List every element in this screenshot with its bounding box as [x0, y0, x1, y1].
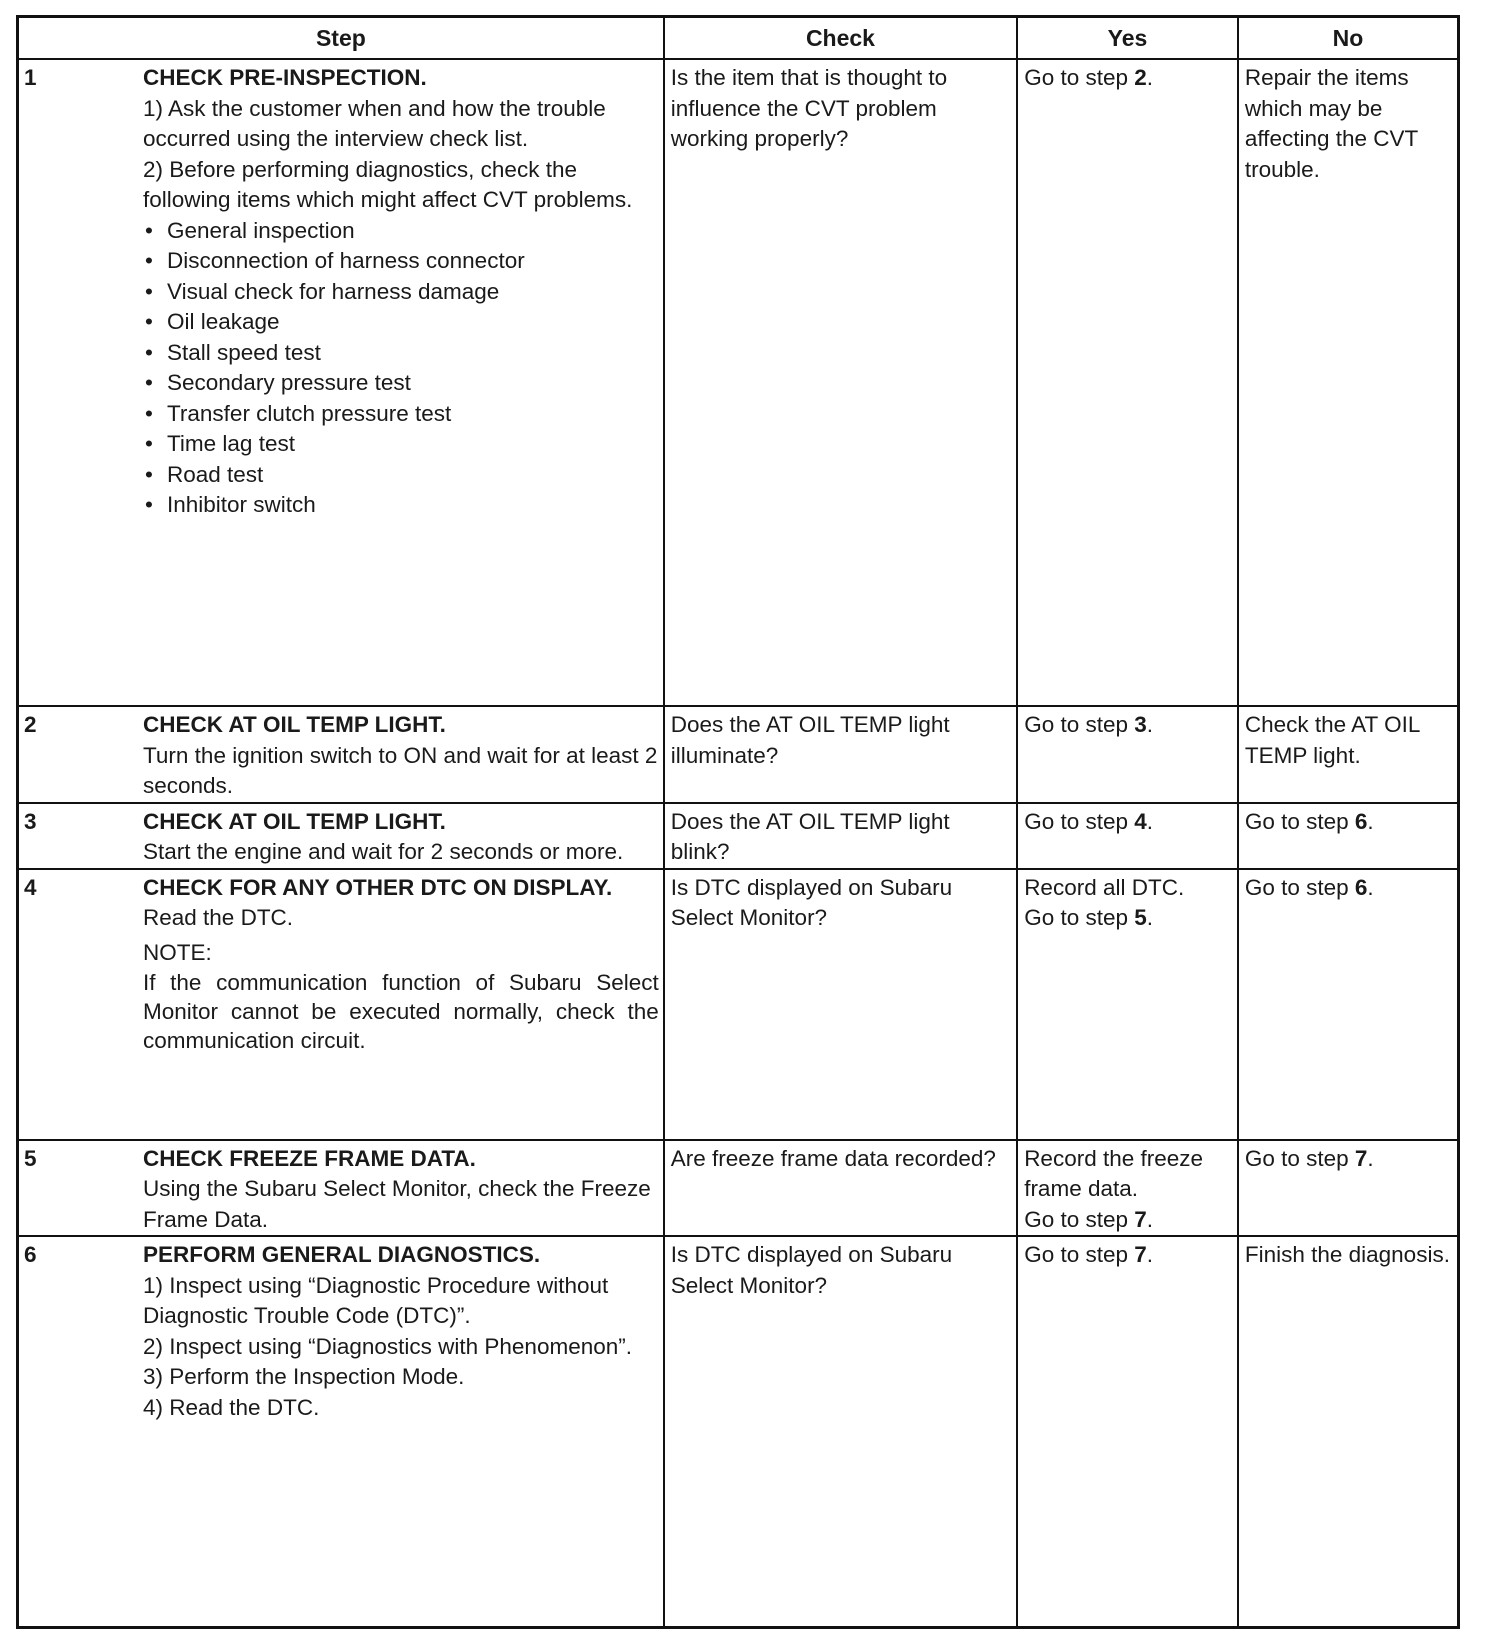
- yes-step-ref: 4: [1134, 808, 1147, 834]
- check-cell: [664, 1140, 1017, 1237]
- no-cell: [1238, 869, 1459, 1140]
- step-number: 6: [24, 1242, 37, 1267]
- no-period: .: [1367, 1145, 1374, 1171]
- step-number: 1: [24, 65, 37, 90]
- no-step-ref: 6: [1354, 874, 1368, 900]
- no-text: Go to step: [1244, 874, 1355, 900]
- table-row: [18, 59, 1459, 706]
- yes-text: Go to step: [1024, 1242, 1135, 1267]
- check-text: Does the AT OIL TEMP light blink?: [670, 808, 950, 864]
- step-title: PERFORM GENERAL DIAGNOSTICS.: [143, 1242, 541, 1267]
- step-instruction: 2) Before performing diagnostics, check the following items which might affect CVT problems.: [143, 156, 633, 212]
- diagnostic-table-container: [16, 15, 1460, 1629]
- list-item: • Road test: [143, 460, 659, 491]
- step-instruction: Turn the ignition switch to ON and wait for at least 2 seconds.: [143, 742, 658, 798]
- check-cell: [664, 1236, 1017, 1628]
- yes-period: .: [1146, 808, 1154, 834]
- step-title: CHECK AT OIL TEMP LIGHT.: [143, 808, 446, 834]
- step-instruction: 2) Inspect using “Diagnostics with Phenomenon”.: [143, 1333, 633, 1359]
- inspection-list: [143, 216, 659, 521]
- step-instruction: 1) Inspect using “Diagnostic Procedure without Diagnostic Trouble Code (DTC)”.: [143, 1272, 609, 1328]
- no-cell: [1238, 803, 1459, 869]
- yes-cell: [1017, 803, 1238, 869]
- yes-text: Go to step: [1024, 808, 1135, 834]
- step-instruction: Start the engine and wait for 2 seconds or more.: [143, 839, 624, 864]
- table-row: [18, 803, 1459, 869]
- check-text: Are freeze frame data recorded?: [670, 1145, 996, 1171]
- yes-period: .: [1146, 712, 1154, 737]
- check-cell: [664, 706, 1017, 803]
- list-item: • Transfer clutch pressure test: [143, 399, 659, 430]
- step-title: CHECK AT OIL TEMP LIGHT.: [143, 712, 446, 737]
- yes-step-ref: 3: [1134, 712, 1147, 737]
- yes-cell: [1017, 59, 1238, 706]
- check-cell: [664, 59, 1017, 706]
- header-check: Check: [664, 17, 1017, 60]
- step-instruction: 1) Ask the customer when and how the trouble occurred using the interview check list.: [143, 95, 606, 151]
- yes-cell: [1017, 706, 1238, 803]
- yes-cell: [1017, 1236, 1238, 1628]
- no-text: Go to step: [1244, 808, 1355, 834]
- note-text: If the communication function of Subaru Select Monitor cannot be executed normally, check the communication circuit.: [143, 970, 659, 1053]
- yes-period: .: [1146, 905, 1154, 930]
- check-cell: [664, 803, 1017, 869]
- step-number: 2: [24, 712, 37, 737]
- yes-period: .: [1146, 65, 1154, 90]
- step-cell: [18, 59, 664, 706]
- step-instruction: Read the DTC.: [143, 905, 294, 930]
- no-text: Go to step: [1244, 1145, 1355, 1171]
- list-item: • Oil leakage: [143, 307, 659, 338]
- step-number: 4: [24, 874, 37, 900]
- yes-cell: [1017, 869, 1238, 1140]
- yes-period: .: [1146, 1242, 1154, 1267]
- yes-pre-text: Record the freeze frame data.: [1024, 1145, 1204, 1201]
- table-row: [18, 1140, 1459, 1237]
- list-item: • Visual check for harness damage: [143, 277, 659, 308]
- yes-cell: [1017, 1140, 1238, 1237]
- no-cell: [1238, 59, 1459, 706]
- list-item: • Time lag test: [143, 429, 659, 460]
- yes-text: Go to step: [1024, 712, 1135, 737]
- no-period: .: [1367, 808, 1374, 834]
- step-instruction: 4) Read the DTC.: [143, 1394, 320, 1420]
- table-row: [18, 706, 1459, 803]
- note-label: NOTE:: [143, 939, 212, 965]
- step-cell: [18, 869, 664, 1140]
- no-step-ref: 6: [1354, 808, 1368, 834]
- step-instruction: Using the Subaru Select Monitor, check the Freeze Frame Data.: [143, 1176, 651, 1232]
- table-header-row: [18, 17, 1459, 60]
- yes-text: Go to step: [1024, 65, 1135, 90]
- no-text: Repair the items which may be affecting the CVT trouble.: [1244, 65, 1418, 182]
- table-row: [18, 1236, 1459, 1628]
- yes-period: .: [1146, 1206, 1154, 1232]
- step-title: CHECK PRE-INSPECTION.: [143, 65, 427, 90]
- check-text: Is the item that is thought to influence the CVT problem working properly?: [670, 65, 948, 151]
- step-cell: [18, 706, 664, 803]
- check-text: Does the AT OIL TEMP light illuminate?: [670, 712, 950, 768]
- no-cell: [1238, 1236, 1459, 1628]
- list-item: • Inhibitor switch: [143, 490, 659, 521]
- header-no: No: [1238, 17, 1459, 60]
- step-cell: [18, 1140, 664, 1237]
- no-step-ref: 7: [1354, 1145, 1368, 1171]
- list-item: • Stall speed test: [143, 338, 659, 369]
- table-row: [18, 869, 1459, 1140]
- yes-text: Go to step: [1024, 905, 1135, 930]
- step-title: CHECK FREEZE FRAME DATA.: [143, 1145, 476, 1171]
- yes-step-ref: 7: [1134, 1242, 1147, 1267]
- step-title: CHECK FOR ANY OTHER DTC ON DISPLAY.: [143, 874, 613, 900]
- yes-text: Go to step: [1024, 1206, 1135, 1232]
- step-instruction: 3) Perform the Inspection Mode.: [143, 1364, 465, 1389]
- no-text: Finish the diagnosis.: [1244, 1242, 1450, 1267]
- list-item: • Secondary pressure test: [143, 368, 659, 399]
- diagnostic-table: [16, 15, 1460, 1629]
- yes-step-ref: 5: [1134, 905, 1147, 930]
- no-period: .: [1367, 874, 1374, 900]
- step-number: 5: [24, 1145, 37, 1171]
- step-cell: [18, 1236, 664, 1628]
- header-step: Step: [18, 17, 664, 60]
- list-item: • Disconnection of harness connector: [143, 246, 659, 277]
- check-cell: [664, 869, 1017, 1140]
- yes-pre-text: Record all DTC.: [1024, 874, 1185, 900]
- no-cell: [1238, 1140, 1459, 1237]
- no-cell: [1238, 706, 1459, 803]
- check-text: Is DTC displayed on Subaru Select Monitor?: [670, 874, 953, 930]
- yes-step-ref: 7: [1134, 1206, 1147, 1232]
- no-text: Check the AT OIL TEMP light.: [1244, 712, 1420, 768]
- step-cell: [18, 803, 664, 869]
- yes-step-ref: 2: [1134, 65, 1147, 90]
- check-text: Is DTC displayed on Subaru Select Monitor?: [670, 1242, 953, 1298]
- header-yes: Yes: [1017, 17, 1238, 60]
- step-number: 3: [24, 808, 37, 834]
- list-item: • General inspection: [143, 216, 659, 247]
